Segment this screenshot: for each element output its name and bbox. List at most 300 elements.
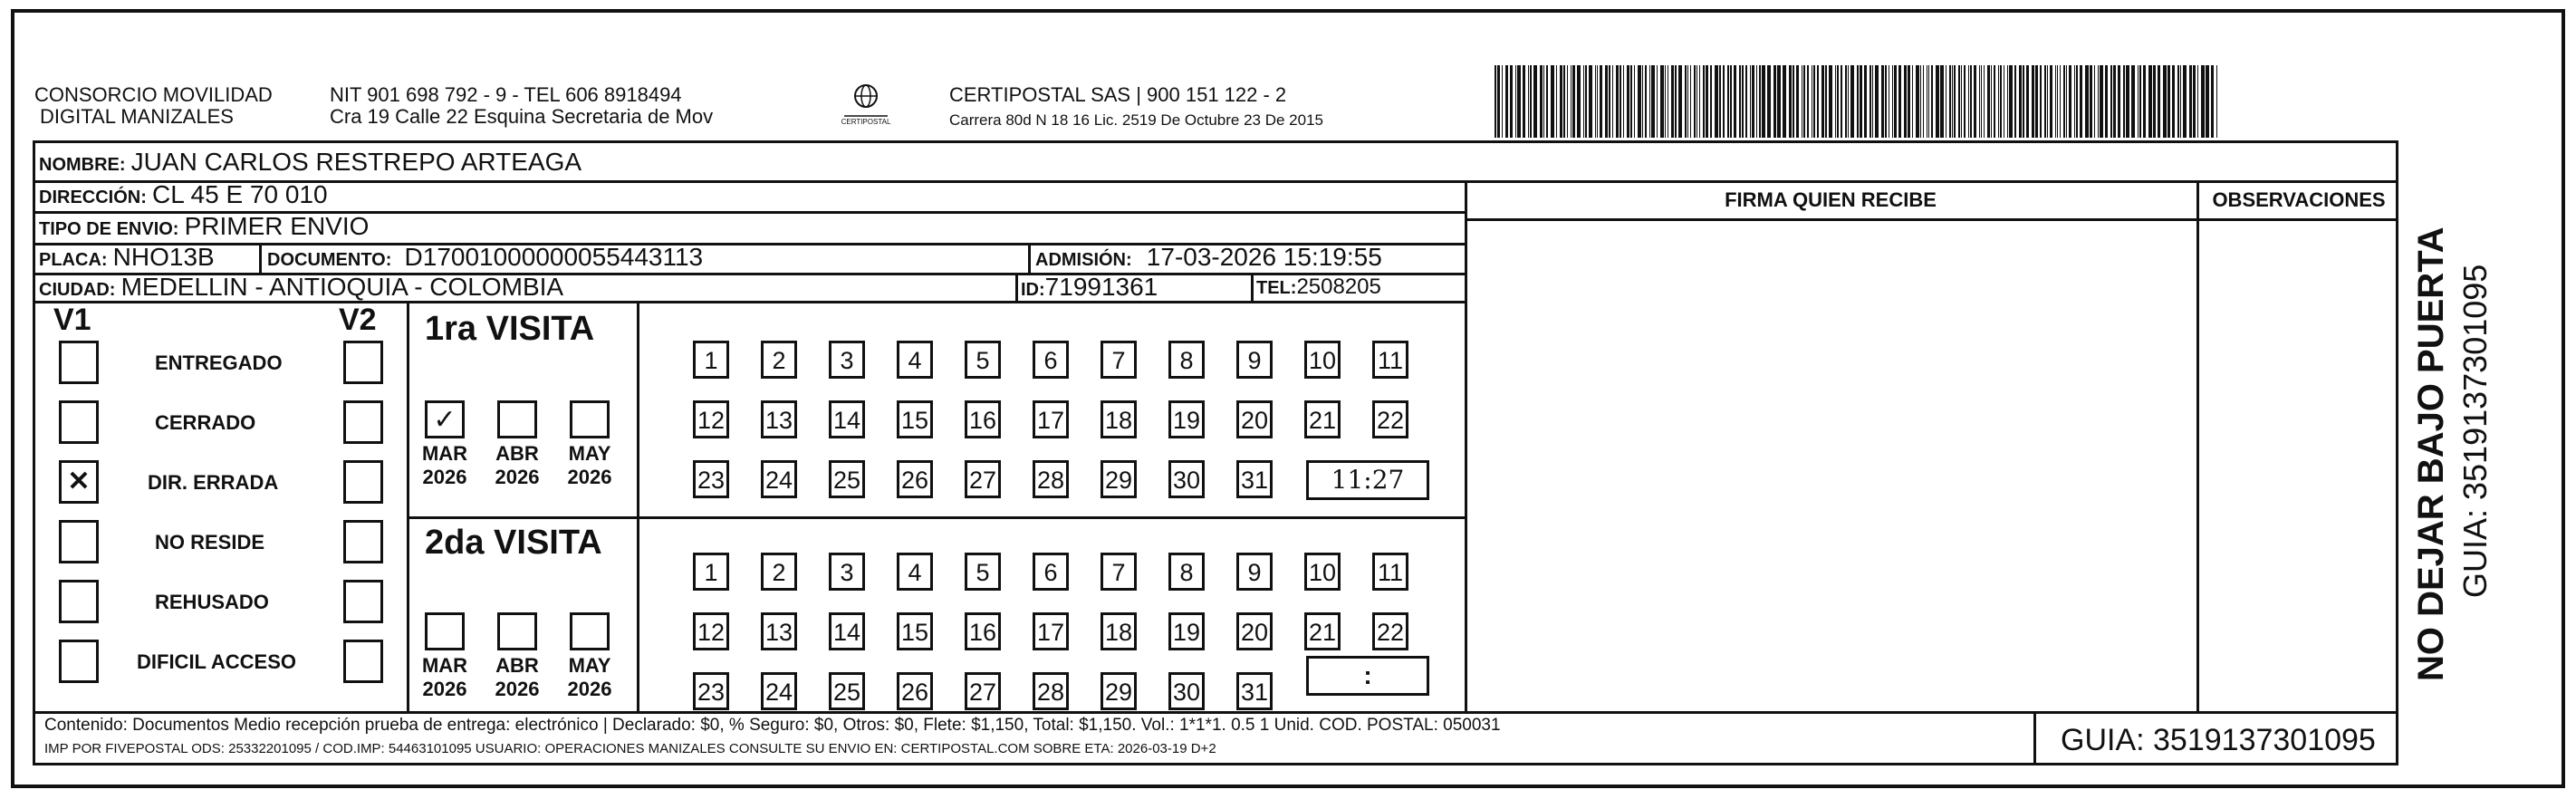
- month-checkbox[interactable]: ✓: [425, 400, 465, 438]
- day-box[interactable]: 29: [1101, 460, 1137, 498]
- day-box[interactable]: 3: [829, 553, 865, 591]
- day-box[interactable]: 14: [829, 612, 865, 650]
- barcode-bar: [1813, 65, 1815, 138]
- day-box[interactable]: 4: [897, 341, 933, 379]
- nombre-row: [39, 149, 582, 178]
- day-box[interactable]: 16: [965, 400, 1001, 438]
- month-name: MAY: [568, 442, 611, 465]
- v2-checkbox[interactable]: [343, 341, 383, 384]
- barcode-bar: [2090, 65, 2092, 138]
- barcode-bar: [2057, 65, 2058, 138]
- barcode-bar: [1638, 65, 1641, 138]
- barcode-bar: [1817, 65, 1820, 138]
- tel-label: TEL:: [1256, 278, 1297, 298]
- day-box[interactable]: 17: [1033, 612, 1069, 650]
- placa-label: PLACA:: [39, 250, 108, 270]
- barcode-bar: [1627, 65, 1629, 138]
- barcode-bar: [1649, 65, 1650, 138]
- day-box[interactable]: 10: [1304, 341, 1341, 379]
- barcode-bar: [1505, 65, 1506, 138]
- barcode-bar: [1723, 65, 1725, 138]
- day-box[interactable]: 6: [1033, 553, 1069, 591]
- tel-cell: [1256, 274, 1381, 302]
- month-checkbox[interactable]: [425, 612, 465, 650]
- shipment-type: PRIMER ENVIO: [184, 212, 370, 240]
- barcode-bar: [1752, 65, 1754, 138]
- barcode-bar: [1928, 65, 1929, 138]
- day-box[interactable]: 8: [1168, 341, 1205, 379]
- day-box[interactable]: 8: [1168, 553, 1205, 591]
- barcode-bar: [2026, 65, 2030, 138]
- barcode-bar: [1807, 65, 1809, 138]
- barcode-bar: [2069, 65, 2071, 138]
- side-guia: GUIA: 3519137301095: [2456, 264, 2494, 598]
- day-box[interactable]: 23: [693, 460, 729, 498]
- barcode-bar: [2138, 65, 2139, 138]
- barcode-bar: [2050, 65, 2053, 138]
- day-box[interactable]: 27: [965, 672, 1001, 710]
- barcode-bar: [1523, 65, 1525, 138]
- day-box[interactable]: 1: [693, 553, 729, 591]
- barcode-bar: [1571, 65, 1572, 138]
- courier-name: CERTIPOSTAL SAS | 900 151 122 - 2: [949, 83, 1287, 106]
- barcode-bar: [1796, 65, 1799, 138]
- month-year: 2026: [567, 466, 612, 488]
- barcode-bar: [1597, 65, 1599, 138]
- barcode-bar: [1964, 65, 1966, 138]
- day-box[interactable]: 7: [1101, 553, 1137, 591]
- id-value: 71991361: [1044, 273, 1158, 301]
- status-label: CERRADO: [155, 411, 256, 434]
- barcode-bar: [1551, 65, 1552, 138]
- barcode-bar: [1675, 65, 1677, 138]
- barcode-bar: [2047, 65, 2048, 138]
- barcode-bar: [1923, 65, 1924, 138]
- day-box[interactable]: 19: [1168, 612, 1205, 650]
- tel-value: 2508205: [1296, 274, 1381, 299]
- barcode-bar: [1931, 65, 1934, 138]
- courier-logo-text: CERTIPOSTAL: [841, 118, 891, 126]
- barcode-bar: [1881, 65, 1885, 138]
- city-value: MEDELLIN - ANTIOQUIA - COLOMBIA: [120, 273, 564, 301]
- barcode-bar: [1577, 65, 1581, 138]
- barcode-bar: [1777, 65, 1781, 138]
- day-box[interactable]: 23: [693, 672, 729, 710]
- barcode-bar: [1835, 65, 1836, 138]
- barcode-bar: [1742, 65, 1744, 138]
- id-label: ID:: [1021, 280, 1045, 300]
- company-name-line1: CONSORCIO MOVILIDAD: [34, 83, 273, 106]
- barcode-bar: [2143, 65, 2146, 138]
- barcode: [1495, 65, 2219, 138]
- barcode-bar: [1517, 65, 1521, 138]
- barcode-bar: [2193, 65, 2196, 138]
- placa-cell: [39, 244, 215, 274]
- barcode-bar: [1857, 65, 1859, 138]
- delivery-form: [33, 140, 2398, 765]
- barcode-bar: [1898, 65, 1901, 138]
- barcode-bar: [2189, 65, 2192, 138]
- barcode-bar: [2113, 65, 2117, 138]
- barcode-bar: [1642, 65, 1644, 138]
- barcode-bar: [1759, 65, 1761, 138]
- barcode-bar: [1645, 65, 1647, 138]
- barcode-bar: [1540, 65, 1543, 138]
- day-box[interactable]: 9: [1236, 341, 1273, 379]
- month-name: ABR: [495, 654, 539, 677]
- barcode-bar: [1803, 65, 1805, 138]
- month-year: 2026: [422, 466, 467, 488]
- admision-cell: [1035, 244, 1382, 274]
- month-label: [490, 654, 544, 701]
- company-name-line2: DIGITAL MANIZALES: [40, 105, 234, 128]
- day-box[interactable]: 7: [1101, 341, 1137, 379]
- barcode-bar: [1767, 65, 1771, 138]
- day-box[interactable]: 3: [829, 341, 865, 379]
- day-box[interactable]: 31: [1236, 460, 1273, 498]
- tipo-row: [39, 213, 369, 243]
- day-box[interactable]: 15: [897, 612, 933, 650]
- day-box[interactable]: 2: [761, 553, 797, 591]
- barcode-bar: [1916, 65, 1919, 138]
- month-label: [562, 442, 617, 489]
- v1-checkbox[interactable]: ✕: [59, 460, 99, 504]
- barcode-bar: [1719, 65, 1721, 138]
- barcode-bar: [1572, 65, 1576, 138]
- barcode-bar: [2105, 65, 2108, 138]
- company-address: Cra 19 Calle 22 Esquina Secretaria de Mov: [330, 105, 714, 128]
- barcode-bar: [1783, 65, 1786, 138]
- barcode-bar: [1739, 65, 1741, 138]
- day-box[interactable]: 25: [829, 460, 865, 498]
- day-box[interactable]: 6: [1033, 341, 1069, 379]
- barcode-bar: [1605, 65, 1608, 138]
- barcode-bar: [2167, 65, 2170, 138]
- barcode-bar: [1904, 65, 1907, 138]
- barcode-bar: [1936, 65, 1939, 138]
- barcode-bar: [1585, 65, 1587, 138]
- barcode-bar: [2060, 65, 2061, 138]
- barcode-bar: [1694, 65, 1696, 138]
- month-year: 2026: [495, 678, 540, 700]
- barcode-bar: [1745, 65, 1747, 138]
- barcode-bar: [2153, 65, 2157, 138]
- barcode-bar: [2063, 65, 2065, 138]
- barcode-bar: [1703, 65, 1705, 138]
- month-year: 2026: [567, 678, 612, 700]
- barcode-bar: [1630, 65, 1632, 138]
- barcode-bar: [2044, 65, 2046, 138]
- v2-checkbox[interactable]: [343, 640, 383, 683]
- v1-checkbox[interactable]: [59, 520, 99, 563]
- day-box[interactable]: 9: [1236, 553, 1273, 591]
- barcode-bar: [1612, 65, 1613, 138]
- barcode-bar: [1968, 65, 1969, 138]
- documento-cell: [267, 244, 703, 274]
- day-box[interactable]: 4: [897, 553, 933, 591]
- barcode-bar: [1651, 65, 1655, 138]
- day-box[interactable]: 20: [1236, 612, 1273, 650]
- direccion-label: DIRECCIÓN:: [39, 188, 147, 207]
- barcode-bar: [1706, 65, 1708, 138]
- barcode-bar: [1710, 65, 1713, 138]
- visit1-time-box[interactable]: 11:27: [1306, 460, 1429, 500]
- barcode-bar: [1750, 65, 1751, 138]
- barcode-bar: [2118, 65, 2120, 138]
- month-name: MAY: [568, 654, 611, 677]
- barcode-bar: [1954, 65, 1956, 138]
- v2-checkbox[interactable]: [343, 400, 383, 444]
- barcode-bar: [2009, 65, 2013, 138]
- barcode-bar: [1848, 65, 1849, 138]
- barcode-bar: [1864, 65, 1867, 138]
- day-box[interactable]: 14: [829, 400, 865, 438]
- day-box[interactable]: 12: [693, 400, 729, 438]
- barcode-bar: [2158, 65, 2160, 138]
- documento-label: DOCUMENTO:: [267, 250, 392, 270]
- barcode-bar: [1961, 65, 1962, 138]
- barcode-bar: [2074, 65, 2076, 138]
- footer-content-line: Contenido: Documentos Medio recepción prueba de entrega: electrónico | Declarado: $0, % Seguro: $0, Otros: $0, Flete: $1,150, Total: $1,150. Vol.: 1*1*1. 0.5 1 Unid. COD. POSTAL: 050031: [44, 716, 1501, 735]
- day-box[interactable]: 25: [829, 672, 865, 710]
- barcode-bar: [2094, 65, 2096, 138]
- firma-header: FIRMA QUIEN RECIBE: [1725, 188, 1937, 211]
- day-box[interactable]: 26: [897, 672, 933, 710]
- v1-checkbox[interactable]: [59, 580, 99, 623]
- day-box[interactable]: 12: [693, 612, 729, 650]
- barcode-bar: [1912, 65, 1913, 138]
- barcode-bar: [1671, 65, 1674, 138]
- barcode-bar: [1821, 65, 1824, 138]
- barcode-bar: [2216, 65, 2218, 138]
- day-box[interactable]: 10: [1304, 553, 1341, 591]
- v2-checkbox[interactable]: [343, 580, 383, 623]
- day-box[interactable]: 15: [897, 400, 933, 438]
- barcode-bar: [1991, 65, 1992, 138]
- barcode-bar: [1687, 65, 1688, 138]
- day-box[interactable]: 31: [1236, 672, 1273, 710]
- barcode-bar: [1730, 65, 1732, 138]
- barcode-bar: [1665, 65, 1667, 138]
- barcode-bar: [1495, 65, 1496, 138]
- barcode-bar: [2004, 65, 2005, 138]
- barcode-bar: [2123, 65, 2125, 138]
- month-name: ABR: [495, 442, 539, 465]
- barcode-bar: [1657, 65, 1658, 138]
- barcode-bar: [1762, 65, 1765, 138]
- v1-header: V1: [53, 303, 91, 337]
- barcode-bar: [2076, 65, 2078, 138]
- barcode-bar: [2126, 65, 2129, 138]
- barcode-bar: [2177, 65, 2179, 138]
- barcode-bar: [2197, 65, 2199, 138]
- barcode-bar: [1563, 65, 1565, 138]
- status-label: DIFICIL ACCESO: [137, 650, 297, 673]
- day-box[interactable]: 19: [1168, 400, 1205, 438]
- month-label: [490, 442, 544, 489]
- plate-value: NHO13B: [112, 243, 215, 271]
- barcode-bar: [1984, 65, 1985, 138]
- barcode-bar: [1583, 65, 1584, 138]
- barcode-bar: [1616, 65, 1620, 138]
- day-box[interactable]: 28: [1033, 672, 1069, 710]
- day-box[interactable]: 18: [1101, 400, 1137, 438]
- barcode-bar: [1515, 65, 1516, 138]
- day-box[interactable]: 30: [1168, 460, 1205, 498]
- barcode-bar: [2139, 65, 2141, 138]
- barcode-bar: [1940, 65, 1944, 138]
- observaciones-header: OBSERVACIONES: [2212, 188, 2386, 211]
- barcode-bar: [1885, 65, 1887, 138]
- day-box[interactable]: 5: [965, 553, 1001, 591]
- barcode-bar: [1841, 65, 1843, 138]
- day-box[interactable]: 28: [1033, 460, 1069, 498]
- month-year: 2026: [495, 466, 540, 488]
- barcode-bar: [2007, 65, 2008, 138]
- status-label: DIR. ERRADA: [148, 471, 279, 494]
- barcode-bar: [1530, 65, 1532, 138]
- day-box[interactable]: 2: [761, 341, 797, 379]
- barcode-bar: [2019, 65, 2022, 138]
- barcode-bar: [1660, 65, 1664, 138]
- barcode-bar: [1506, 65, 1508, 138]
- barcode-bar: [1552, 65, 1554, 138]
- day-box[interactable]: 13: [761, 612, 797, 650]
- barcode-bar: [1556, 65, 1557, 138]
- barcode-bar: [1510, 65, 1513, 138]
- barcode-bar: [2148, 65, 2152, 138]
- barcode-bar: [2040, 65, 2042, 138]
- document-value: D17001000000055443113: [404, 243, 704, 271]
- admision-label: ADMISIÓN:: [1035, 250, 1132, 270]
- day-box[interactable]: 27: [965, 460, 1001, 498]
- barcode-bar: [1634, 65, 1635, 138]
- barcode-bar: [1920, 65, 1921, 138]
- ciudad-cell: [39, 274, 563, 303]
- barcode-bar: [1502, 65, 1503, 138]
- barcode-bar: [1987, 65, 1990, 138]
- day-box[interactable]: 1: [693, 341, 729, 379]
- month-checkbox[interactable]: [570, 400, 610, 438]
- v2-checkbox[interactable]: [343, 520, 383, 563]
- day-box[interactable]: 20: [1236, 400, 1273, 438]
- barcode-bar: [1560, 65, 1562, 138]
- barcode-bar: [2000, 65, 2002, 138]
- barcode-bar: [2098, 65, 2099, 138]
- month-label: [418, 442, 472, 489]
- barcode-bar: [1789, 65, 1792, 138]
- day-box[interactable]: 29: [1101, 672, 1137, 710]
- day-box[interactable]: 21: [1304, 400, 1341, 438]
- barcode-bar: [1981, 65, 1982, 138]
- barcode-bar: [1872, 65, 1873, 138]
- barcode-bar: [1595, 65, 1596, 138]
- month-checkbox[interactable]: [497, 400, 537, 438]
- barcode-bar: [1528, 65, 1530, 138]
- recipient-name: JUAN CARLOS RESTREPO ARTEAGA: [130, 148, 582, 176]
- day-box[interactable]: 30: [1168, 672, 1205, 710]
- v1-checkbox[interactable]: [59, 341, 99, 384]
- barcode-bar: [1567, 65, 1568, 138]
- day-box[interactable]: 11: [1372, 341, 1408, 379]
- barcode-bar: [1952, 65, 1953, 138]
- barcode-bar: [2180, 65, 2181, 138]
- barcode-bar: [2023, 65, 2024, 138]
- id-cell: [1021, 274, 1158, 303]
- barcode-bar: [1543, 65, 1544, 138]
- visit2-time-box[interactable]: :: [1306, 656, 1429, 696]
- barcode-bar: [1685, 65, 1687, 138]
- day-box[interactable]: 11: [1372, 553, 1408, 591]
- v1-checkbox[interactable]: [59, 400, 99, 444]
- admission-value: 17-03-2026 15:19:55: [1146, 243, 1382, 271]
- barcode-bar: [2110, 65, 2112, 138]
- barcode-bar: [1908, 65, 1911, 138]
- v1-checkbox[interactable]: [59, 640, 99, 683]
- day-box[interactable]: 21: [1304, 612, 1341, 650]
- barcode-bar: [1497, 65, 1500, 138]
- barcode-bar: [2172, 65, 2176, 138]
- barcode-bar: [2055, 65, 2056, 138]
- day-box[interactable]: 18: [1101, 612, 1137, 650]
- tipo-label: TIPO DE ENVIO:: [39, 219, 179, 239]
- status-label: REHUSADO: [155, 591, 269, 613]
- barcode-bar: [1850, 65, 1854, 138]
- barcode-bar: [2201, 65, 2205, 138]
- barcode-bar: [1589, 65, 1592, 138]
- day-box[interactable]: 22: [1372, 400, 1408, 438]
- direccion-row: [39, 181, 328, 211]
- barcode-bar: [1949, 65, 1951, 138]
- day-box[interactable]: 22: [1372, 612, 1408, 650]
- month-checkbox[interactable]: [497, 612, 537, 650]
- status-label: NO RESIDE: [155, 531, 265, 554]
- barcode-bar: [1533, 65, 1537, 138]
- barcode-bar: [1623, 65, 1624, 138]
- barcode-bar: [1994, 65, 1995, 138]
- month-checkbox[interactable]: [570, 612, 610, 650]
- day-box[interactable]: 24: [761, 460, 797, 498]
- barcode-bar: [2085, 65, 2089, 138]
- barcode-bar: [1609, 65, 1610, 138]
- barcode-bar: [2183, 65, 2187, 138]
- barcode-bar: [1998, 65, 1999, 138]
- barcode-bar: [2163, 65, 2167, 138]
- day-box[interactable]: 16: [965, 612, 1001, 650]
- day-box[interactable]: 5: [965, 341, 1001, 379]
- day-box[interactable]: 17: [1033, 400, 1069, 438]
- footer-guia: GUIA: 3519137301095: [2061, 723, 2376, 757]
- day-box[interactable]: 13: [761, 400, 797, 438]
- barcode-bar: [2014, 65, 2016, 138]
- v2-header: V2: [339, 303, 377, 337]
- company-nit: NIT 901 698 792 - 9 - TEL 606 8918494: [330, 83, 682, 106]
- v2-checkbox[interactable]: [343, 460, 383, 504]
- barcode-bar: [1773, 65, 1777, 138]
- barcode-bar: [2206, 65, 2209, 138]
- day-box[interactable]: 26: [897, 460, 933, 498]
- day-box[interactable]: 24: [761, 672, 797, 710]
- courier-address: Carrera 80d N 18 16 Lic. 2519 De Octubre 23 De 2015: [949, 111, 1323, 129]
- barcode-bar: [2080, 65, 2082, 138]
- barcode-bar: [1793, 65, 1795, 138]
- barcode-bar: [1756, 65, 1757, 138]
- barcode-bar: [1837, 65, 1839, 138]
- barcode-bar: [1845, 65, 1847, 138]
- month-name: MAR: [421, 654, 468, 677]
- barcode-bar: [1860, 65, 1863, 138]
- barcode-bar: [2100, 65, 2103, 138]
